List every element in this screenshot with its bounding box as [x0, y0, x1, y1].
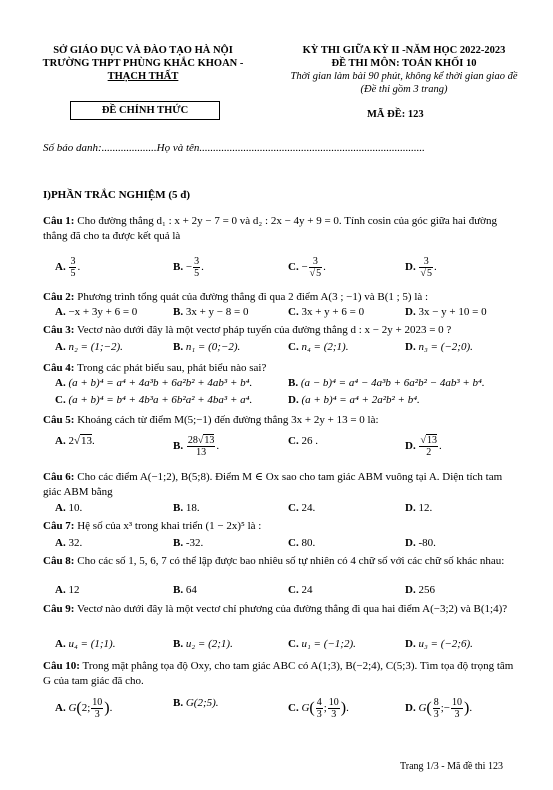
- answer-a[interactable]: A. (a + b)⁴ = a⁴ + 4a³b + 6a²b² + 4ab³ + b⁴.: [55, 377, 253, 389]
- question-text: Trong mặt phẳng tọa độ Oxy, cho tam giác ABC có A(1;3), B(−2;4), C(5;3). Tìm tọa độ trọng tâm G của tam giác đã cho.: [43, 660, 514, 687]
- answer-b[interactable]: B. u₂ = (2;1).: [173, 638, 233, 650]
- answer-d[interactable]: D. u₃ = (−2;6).: [405, 638, 473, 650]
- answer-d[interactable]: D. -80.: [405, 537, 436, 549]
- answers-3: [43, 341, 517, 361]
- answer-c[interactable]: C. 3x + y + 6 = 0: [288, 306, 365, 318]
- answer-a[interactable]: A. 32.: [55, 537, 83, 549]
- answers-10: [43, 697, 517, 727]
- answer-c[interactable]: C. 26 .: [288, 435, 318, 447]
- question-text: Hệ số của x³ trong khai triển (1 − 2x)⁵ là :: [74, 520, 262, 532]
- answer-b[interactable]: B. (a − b)⁴ = a⁴ − 4a³b + 6a²b² − 4ab³ + b⁴.: [288, 377, 485, 389]
- answer-d[interactable]: D. 256: [405, 584, 435, 596]
- answer-d[interactable]: D. 12.: [405, 502, 433, 514]
- exam-pages: (Đề thi gồm 3 trang): [360, 84, 448, 95]
- answer-c[interactable]: C. G( $\frac{4}{3}$ ; $\frac{10}{3}$ ).: [288, 697, 349, 720]
- answer-a[interactable]: A. 10.: [55, 502, 83, 514]
- answer-c[interactable]: C. 24: [288, 584, 313, 596]
- exam-subject: ĐỀ THI MÔN: TOÁN KHỐI 10: [331, 58, 477, 69]
- answer-b[interactable]: B. n₁ = (0;−2).: [173, 341, 241, 353]
- answer-b[interactable]: B. $\frac{28√13}{13}$ .: [173, 435, 220, 458]
- header-left: [18, 44, 268, 83]
- answer-c[interactable]: C. 80.: [288, 537, 316, 549]
- question-text: Vectơ nào dưới đây là một vectơ pháp tuyến của đường thẳng d : x − 2y + 2023 = 0 ?: [74, 324, 452, 336]
- answer-c[interactable]: C. (a + b)⁴ = b⁴ + 4b³a + 6b²a² + 4ba³ + a⁴.: [55, 394, 253, 406]
- question-6: Câu 6: Cho các điểm A(−1;2), B(5;8). Điểm M ∈ Ox sao cho tam giác ABM vuông tại A. Diện tích tam giác ABM bằng: [43, 471, 503, 498]
- school-name: TRƯỜNG THPT PHÙNG KHẮC KHOAN -: [42, 58, 244, 69]
- answer-a[interactable]: A. −x + 3y + 6 = 0: [55, 306, 138, 318]
- question-3: Câu 3: Vectơ nào dưới đây là một vectơ pháp tuyến của đường thẳng d : x − 2y + 2023 = 0 ?: [43, 324, 452, 336]
- answer-d[interactable]: D. $\frac{√13}{2}$ .: [405, 435, 442, 458]
- candidate-line: Số báo danh:....................Họ và tên..................................................................................: [43, 142, 425, 154]
- answers-1: [43, 256, 517, 284]
- department-name: SỞ GIÁO DỤC VÀ ĐÀO TẠO HÀ NỘI: [53, 45, 233, 56]
- answer-b[interactable]: B. G(2;5).: [173, 697, 219, 709]
- answer-d[interactable]: D. (a + b)⁴ = a⁴ + 2a²b² + b⁴.: [288, 394, 420, 406]
- answer-d[interactable]: D. n₃ = (−2;0).: [405, 341, 473, 353]
- question-7: Câu 7: Hệ số của x³ trong khai triển (1 − 2x)⁵ là :: [43, 520, 262, 532]
- question-text: Cho các điểm A(−1;2), B(5;8). Điểm M ∈ Ox sao cho tam giác ABM vuông tại A. Diện tích tam giác ABM bằng: [43, 471, 503, 498]
- question-text: Trong các phát biểu sau, phát biểu nào sai?: [74, 362, 267, 374]
- answer-d[interactable]: D. G( $\frac{8}{3}$ ;− $\frac{10}{3}$ ).: [405, 697, 473, 720]
- answer-d[interactable]: D. 3x − y + 10 = 0: [405, 306, 487, 318]
- question-text: Cho đường thẳng d₁ : x + 2y − 7 = 0 và d₂ : 2x − 4y + 9 = 0. Tính cosin của góc giữa hai đường thẳng đã cho ta được kết quả là: [43, 215, 497, 242]
- answers-9: [43, 638, 517, 658]
- school-district: THẠCH THẤT: [107, 71, 179, 82]
- section-title: I)PHẦN TRẮC NGHIỆM (5 đ): [43, 189, 191, 201]
- question-9: Câu 9: Vectơ nào dưới đây là một vectơ chỉ phương của đường thẳng đi qua hai điểm A(−3;2) và B(1;4)?: [43, 603, 508, 615]
- question-8: Câu 8: Cho các số 1, 5, 6, 7 có thể lập được bao nhiêu số tự nhiên có 4 chữ số với các chữ số khác nhau:: [43, 555, 505, 567]
- question-text: Vectơ nào dưới đây là một vectơ chỉ phương của đường thẳng đi qua hai điểm A(−3;2) và B(1;4)?: [74, 603, 508, 615]
- answers-8: [43, 584, 517, 604]
- answer-c[interactable]: C. − $\frac{3}{√5}$ .: [288, 256, 326, 279]
- page-footer: Trang 1/3 - Mã đề thi 123: [400, 761, 503, 772]
- question-1: [43, 214, 517, 244]
- answer-b[interactable]: B. 3x + y − 8 = 0: [173, 306, 249, 318]
- question-4: Câu 4: Trong các phát biểu sau, phát biểu nào sai?: [43, 362, 267, 374]
- answer-a[interactable]: A. 2√13.: [55, 435, 95, 447]
- answer-b[interactable]: B. − $\frac{3}{5}$ .: [173, 256, 204, 279]
- answer-c[interactable]: C. u₁ = (−1;2).: [288, 638, 356, 650]
- answer-a[interactable]: A. u₄ = (1;1).: [55, 638, 116, 650]
- answer-a[interactable]: A. 12: [55, 584, 80, 596]
- answer-c[interactable]: C. 24.: [288, 502, 316, 514]
- question-5: Câu 5: Khoảng cách từ điểm M(5;−1) đến đường thẳng 3x + 2y + 13 = 0 là:: [43, 414, 379, 426]
- answers-5: [43, 435, 517, 463]
- question-10: Câu 10: Trong mặt phẳng tọa độ Oxy, cho tam giác ABC có A(1;3), B(−2;4), C(5;3). Tìm tọa độ trọng tâm G của tam giác đã cho.: [43, 660, 514, 687]
- official-badge: ĐỀ CHÍNH THỨC: [70, 101, 220, 120]
- answer-b[interactable]: B. 64: [173, 584, 197, 596]
- exam-code: MÃ ĐỀ: 123: [367, 109, 424, 120]
- question-text: Khoảng cách từ điểm M(5;−1) đến đường thẳng 3x + 2y + 13 = 0 là:: [74, 414, 379, 426]
- answer-c[interactable]: C. n₄ = (2;1).: [288, 341, 349, 353]
- answer-b[interactable]: B. 18.: [173, 502, 200, 514]
- answer-d[interactable]: D. $\frac{3}{√5}$ .: [405, 256, 437, 279]
- header-right: [270, 44, 538, 96]
- question-text: Phương trình tổng quát của đường thẳng đi qua 2 điểm A(3 ; −1) và B(1 ; 5) là :: [74, 291, 429, 303]
- answer-a[interactable]: A. $\frac{3}{5}$ .: [55, 256, 81, 279]
- answers-4-row2: [43, 394, 517, 414]
- question-2: Câu 2: Phương trình tổng quát của đường thẳng đi qua 2 điểm A(3 ; −1) và B(1 ; 5) là :: [43, 291, 429, 303]
- answer-b[interactable]: B. -32.: [173, 537, 204, 549]
- answer-a[interactable]: A. n₂ = (1;−2).: [55, 341, 123, 353]
- answer-a[interactable]: A. G(2; $\frac{10}{3}$ ).: [55, 697, 113, 720]
- question-text: Cho các số 1, 5, 6, 7 có thể lập được bao nhiêu số tự nhiên có 4 chữ số với các chữ số khác nhau:: [74, 555, 505, 567]
- exam-title: KỲ THI GIỮA KỲ II -NĂM HỌC 2022-2023: [302, 45, 506, 56]
- question-label: Câu 1:: [43, 215, 75, 227]
- exam-duration: Thời gian làm bài 90 phút, không kể thời gian giao đề: [290, 71, 518, 82]
